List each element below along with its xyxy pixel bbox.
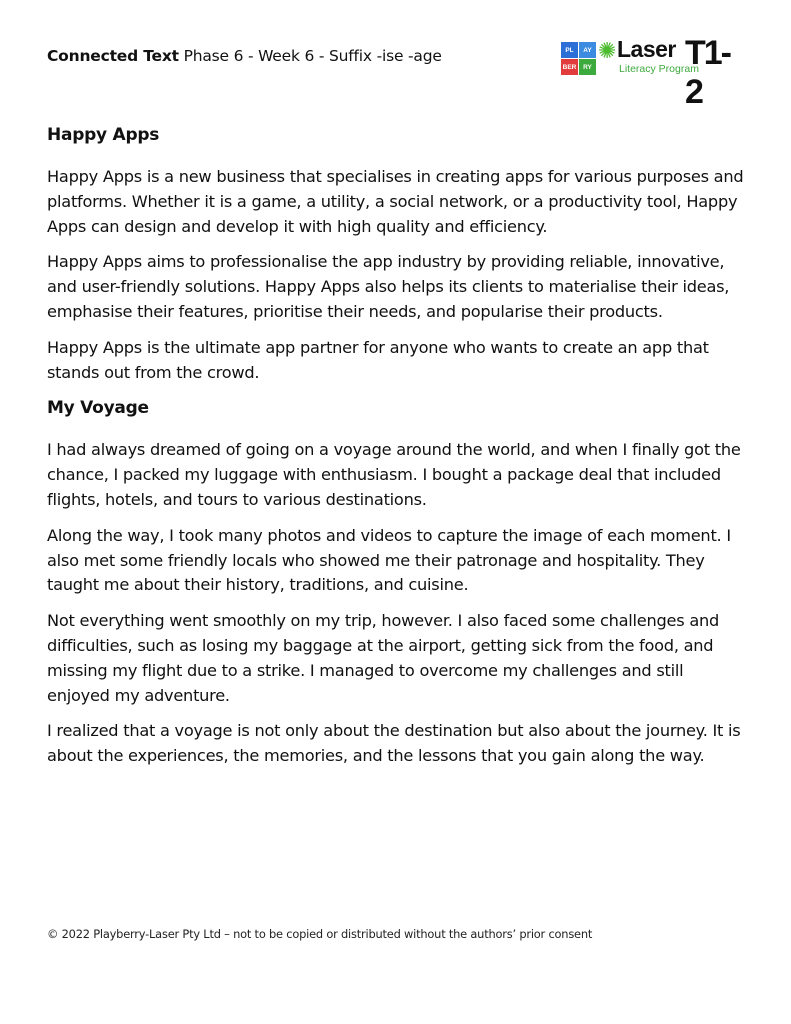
laser-burst-icon: ✺ — [598, 39, 617, 64]
puzzle-piece-ber: BER — [561, 59, 578, 75]
puzzle-piece-ay: AY — [579, 42, 596, 58]
copyright-footer: © 2022 Playberry-Laser Pty Ltd – not to be copied or distributed without the authors’ prior consent — [47, 927, 593, 941]
section-title: My Voyage — [47, 398, 149, 419]
puzzle-piece-ry: RY — [579, 59, 596, 75]
paragraph: Not everything went smoothly on my trip, however. I also faced some challenges and difficulties, such as losing my baggage at the airport, getting sick from the food, and missing my flight due to a strike. I managed to overcome my challenges and still enjoyed my adventure. — [47, 611, 720, 705]
paragraph: I realized that a voyage is not only about the destination but also about the journey. It is about the experiences, the memories, and the lessons that you gain along the way. — [47, 721, 741, 766]
laser-literacy-logo — [561, 34, 746, 111]
paragraph: I had always dreamed of going on a voyage around the world, and when I finally got the chance, I packed my luggage with enthusiasm. I bought a package deal that included flights, hotels, and tours to various destinations. — [47, 440, 741, 509]
paragraph: Happy Apps aims to professionalise the app industry by providing reliable, innovative, and user-friendly solutions. Happy Apps also helps its clients to materialise their ideas, emphasise their features, prioritise their needs, and popularise their products. — [47, 252, 730, 321]
header-label-rest: Phase 6 - Week 6 - Suffix -ise -age — [178, 47, 442, 65]
paragraph: Happy Apps is a new business that specialises in creating apps for various purposes and platforms. Whether it is a game, a utility, a social network, or a productivity tool, Happy Apps can design and develop it with high quality and efficiency. — [47, 167, 744, 236]
logo-subtitle: Literacy Program — [619, 63, 699, 75]
paragraph: Along the way, I took many photos and videos to capture the image of each moment. I also met some friendly locals who showed me their patronage and hospitality. They taught me about their history, traditions, and cuisine. — [47, 525, 731, 595]
logo-level: T1-2 — [685, 34, 730, 111]
playberry-puzzle-icon — [561, 42, 597, 76]
document-body — [47, 123, 747, 780]
paragraph: Happy Apps is the ultimate app partner for anyone who wants to create an app that stands out from the crowd. — [47, 337, 709, 382]
logo-brand: Laser — [617, 36, 676, 62]
section-title: Happy Apps — [47, 125, 160, 145]
section-happy-apps — [47, 123, 747, 385]
puzzle-piece-pl: PL — [561, 42, 578, 58]
section-my-voyage — [47, 396, 747, 769]
header-label-bold: Connected Text — [47, 47, 179, 65]
page-header — [47, 47, 442, 65]
